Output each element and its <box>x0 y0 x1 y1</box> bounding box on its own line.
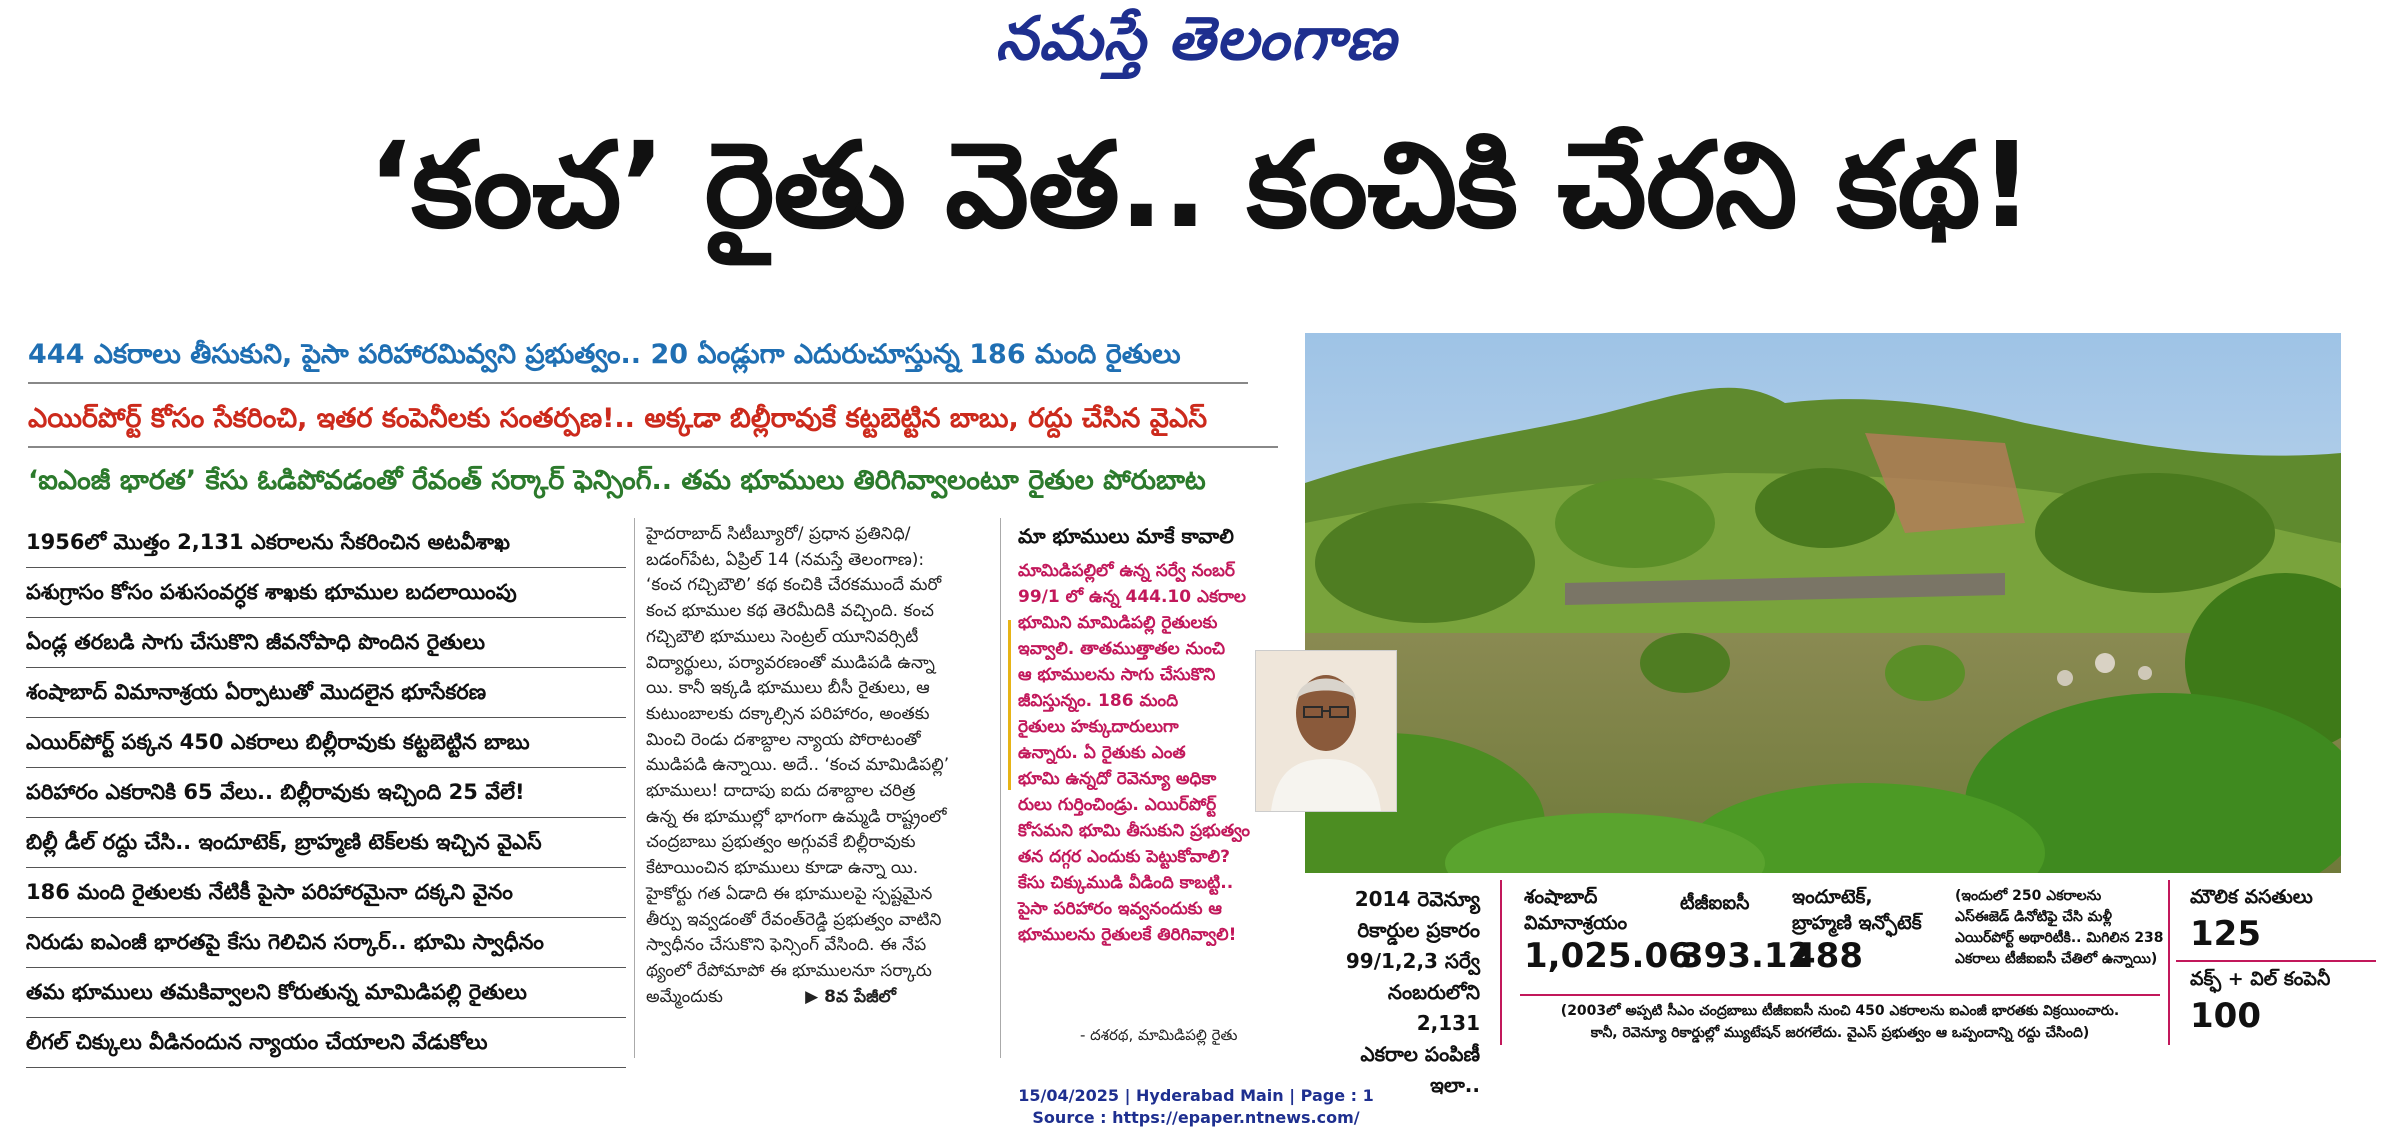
bullet-point: ఎయిర్‌పోర్ట్ పక్కన 450 ఎకరాలు బిల్లీరావుకు కట్టబెట్టిన బాబు <box>26 718 626 768</box>
body-line: థ్యంలో రేపోమాపో ఈ భూములనూ సర్కారు <box>646 960 932 981</box>
body-line: గచ్చిబౌలి భూములు సెంట్రల్ యూనివర్సిటీ <box>646 626 919 647</box>
dateline: హైదరాబాద్ సిటీబ్యూరో/ ప్రధాన ప్రతినిధి/ <box>646 524 911 544</box>
stat-tgiic <box>1680 890 1812 976</box>
article-body <box>646 522 991 1010</box>
bullet-point: పరిహారం ఎకరానికి 65 వేలు.. బిల్లీరావుకు ఇచ్చింది 25 వేలే! <box>26 768 626 818</box>
quote-line: భూమిని మామిడిపల్లి రైతులకు <box>1018 613 1218 633</box>
stats-divider <box>1500 880 1502 1045</box>
page-info: 15/04/2025 | Hyderabad Main | Page : 1 <box>1018 1086 1374 1105</box>
quote-line: 99/1 లో ఉన్న 444.10 ఎకరాల <box>1018 587 1246 607</box>
bullet-point: బిల్లీ డీల్ రద్దు చేసి.. ఇందూటెక్, బ్రాహ్మణి టెక్‌లకు ఇచ్చిన వైఎస్ <box>26 818 626 868</box>
body-line: స్వాధీనం చేసుకొని ఫెన్సింగ్ వేసింది. ఈ నేప <box>646 935 927 956</box>
note-line: (ఇందులో 250 ఎకరాలను <box>1955 888 2102 904</box>
hill-photo <box>1305 333 2341 873</box>
body-line: యి. కానీ ఇక్కడి భూములు బీసీ రైతులు, ఆ <box>646 678 930 699</box>
stat-label: టీజీఐఐసీ <box>1680 892 1750 914</box>
stat-infrastructure <box>2190 884 2370 954</box>
stat-value: 393.12 <box>1680 936 1812 976</box>
stat-indutech <box>1792 884 1952 976</box>
stats-divider <box>2168 880 2170 1045</box>
note-line: ఎస్ఈజెడ్ డినోటిఫై చేసి మళ్లీ <box>1955 909 2112 925</box>
body-line: కేటాయించిన భూములు కూడా ఉన్నా యి. <box>646 858 919 879</box>
stat-note <box>1955 886 2165 970</box>
deck-line-2: ఎయిర్‌పోర్ట్ కోసం సేకరించి, ఇతర కంపెనీలకు సంతర్పణ!.. అక్కడా బిల్లీరావుకే కట్టబెట్టిన బాబు, రద్దు చేసిన వైఎస్ <box>28 403 1208 434</box>
headline: ‘కంచ’ రైతు వెత.. కంచికి చేరని కథ! <box>367 116 2033 254</box>
bullet-point: శంషాబాద్ విమానాశ్రయ ఏర్పాటుతో మొదలైన భూసేకరణ <box>26 668 626 718</box>
quote-heading: మా భూములు మాకే కావాలి <box>1018 524 1234 548</box>
footnote-line: కానీ, రెవెన్యూ రికార్డుల్లో మ్యుటేషన్ జరగలేదు. వైఎస్ ప్రభుత్వం ఆ ఒప్పందాన్ని రద్దు చేసింది) <box>1590 1025 2090 1041</box>
bullet-point: 186 మంది రైతులకు నేటికీ పైసా పరిహారమైనా దక్కని వైనం <box>26 868 626 918</box>
body-line: చంద్రబాబు ప్రభుత్వం అగ్గువకే బిల్లీరావుకు <box>646 832 916 853</box>
masthead-logo: నమస్తే తెలంగాణ <box>995 4 1397 74</box>
continued-label: 8వ పేజీలో <box>824 986 896 1007</box>
source-link[interactable]: Source : https://epaper.ntnews.com/ <box>1032 1108 1360 1127</box>
deck-divider <box>28 382 1248 384</box>
column-divider <box>1000 518 1001 1058</box>
quote-line: మామిడిపల్లిలో ఉన్న సర్వే నంబర్ <box>1018 561 1236 581</box>
quote-line: పైసా పరిహారం ఇవ్వనందుకు ఆ <box>1018 899 1222 919</box>
bullet-point: పశుగ్రాసం కోసం పశుసంవర్ధక శాఖకు భూముల బదలాయింపు <box>26 568 626 618</box>
body-line: మించి రెండు దశాబ్దాల న్యాయ పోరాటంతో <box>646 729 921 750</box>
stats-footnote <box>1520 1000 2160 1044</box>
bullet-point: 1956లో మొత్తం 2,131 ఎకరాలను సేకరించిన అటవీశాఖ <box>26 518 626 568</box>
quote-line: ఆ భూములను సాగు చేసుకొని <box>1018 665 1216 685</box>
footnote-line: (2003లో అప్పటి సీఎం చంద్రబాబు టీజీఐఐసీ నుంచి 450 ఎకరాలను ఐఎంజీ భారతకు విక్రయించారు. <box>1560 1003 2120 1019</box>
body-line: కంచ భూముల కథ తెరమీదికి వచ్చింది. కంచ <box>646 601 934 622</box>
quote-line: కేసు చిక్కుముడి వీడింది కాబట్టి.. <box>1018 873 1234 893</box>
body-line: హైకోర్టు గత ఏడాది ఈ భూములపై స్పష్టమైన <box>646 883 933 904</box>
caption-line: 99/1,2,3 సర్వే <box>1345 949 1480 973</box>
stat-value: 488 <box>1792 936 1863 976</box>
land-distribution-caption <box>1320 884 1480 1101</box>
body-line: భూములు! దాదాపు ఐదు దశాబ్దాల చరిత్ర <box>646 781 916 802</box>
stat-waqf <box>2190 966 2380 1036</box>
stat-label: శంషాబాద్ <box>1524 886 1598 908</box>
bullet-point: తమ భూములు తమకివ్వాలని కోరుతున్న మామిడిపల్లి రైతులు <box>26 968 626 1018</box>
stat-value: 1,025.06 <box>1524 936 1692 976</box>
quote-line: కోసమని భూమి తీసుకుని ప్రభుత్వం <box>1018 821 1250 841</box>
caption-line: 2014 రెవెన్యూ <box>1354 887 1480 911</box>
stat-label: మౌలిక వసతులు <box>2190 886 2313 908</box>
quote-line: రైతులు హక్కుదారులుగా <box>1018 717 1179 737</box>
deck-divider <box>28 446 1278 448</box>
quote-line: రులు గుర్తించిండ్రు. ఎయిర్‌పోర్ట్ <box>1018 795 1217 815</box>
body-line: తీర్పు ఇవ్వడంతో రేవంత్‌రెడ్డి ప్రభుత్వం వాటిని <box>646 909 942 930</box>
body-line: కుటుంబాలకు దక్కాల్సిన పరిహారం, అంతకు <box>646 703 930 724</box>
stat-value: 125 <box>2190 914 2261 954</box>
bullet-point: నిరుడు ఐఎంజీ భారతపై కేసు గెలిచిన సర్కార్.. భూమి స్వాధీనం <box>26 918 626 968</box>
bullet-points-list <box>26 518 626 1068</box>
continued-arrow-icon: ▶ 8వ పేజీలో <box>805 986 896 1007</box>
quote-line: జీవిస్తున్నం. 186 మంది <box>1018 691 1179 711</box>
deck-line-1: 444 ఎకరాలు తీసుకుని, పైసా పరిహారమివ్వని ప్రభుత్వం.. 20 ఏండ్లుగా ఎదురుచూస్తున్న 186 మంది రైతులు <box>28 339 1181 370</box>
caption-line: రికార్డుల ప్రకారం <box>1357 918 1480 942</box>
note-line: ఎకరాలు టీజీఐఐసీ చేతిలో ఉన్నాయి) <box>1955 951 2158 967</box>
deck-line-3: ‘ఐఎంజీ భారత’ కేసు ఓడిపోవడంతో రేవంత్ సర్కార్ ఫెన్సింగ్.. తమ భూములు తిరిగివ్వాలంటూ రైతుల పోరుబాట <box>28 465 1206 496</box>
stat-label: వక్ఫ్ + విల్ కంపెనీ <box>2190 968 2331 990</box>
dateline: బడంగ్‌పేట, ఏప్రిల్ 14 (నమస్తే తెలంగాణ): <box>646 549 925 570</box>
column-divider <box>634 518 635 1058</box>
bullet-point: ఏండ్ల తరబడి సాగు చేసుకొని జీవనోపాధి పొందిన రైతులు <box>26 618 626 668</box>
quote-line: భూములను రైతులకే తిరిగివ్వాలి! <box>1018 925 1237 945</box>
body-line: అమ్మేందుకు <box>646 986 723 1007</box>
stat-label: ఇందూటెక్, <box>1792 886 1873 908</box>
stat-label: బ్రాహ్మణి ఇన్ఫోటెక్ <box>1792 912 1922 934</box>
stats-divider <box>2176 960 2376 962</box>
body-line: విద్యార్థులు, పర్యావరణంతో ముడిపడి ఉన్నా <box>646 652 935 673</box>
quote-bar <box>1008 620 1011 790</box>
quote-credit: - దశరథ, మామిడిపల్లి రైతు <box>1080 1026 1238 1044</box>
caption-line: ఎకరాల పంపిణీ ఇలా.. <box>1360 1042 1480 1097</box>
note-line: ఎయిర్‌పోర్ట్ అథారిటీకి.. మిగిలిన 238 <box>1955 930 2164 946</box>
quote-line: తన దగ్గర ఎందుకు పెట్టుకోవాలి? <box>1018 847 1230 867</box>
stat-label: విమానాశ్రయం <box>1524 912 1628 934</box>
body-line: ఉన్న ఈ భూముల్లో భాగంగా ఉమ్మడి రాష్ట్రంలో <box>646 806 947 827</box>
body-line: ‘కంచ గచ్చిబౌలి’ కథ కంచికి చేరకముందే మరో <box>646 575 942 596</box>
quote-line: ఇవ్వాలి. తాతముత్తాతల నుంచి <box>1018 639 1226 659</box>
quote-line: ఉన్నారు. ఏ రైతుకు ఎంత <box>1018 743 1186 763</box>
farmer-quote <box>1018 558 1288 948</box>
stat-value: 100 <box>2190 996 2261 1036</box>
stats-divider <box>1520 994 2160 996</box>
stat-airport <box>1524 884 1692 976</box>
bullet-point: లీగల్ చిక్కులు వీడినందున న్యాయం చేయాలని వేడుకోలు <box>26 1018 626 1068</box>
caption-line: నంబరులోని 2,131 <box>1387 980 1480 1035</box>
body-line: ముడిపడి ఉన్నాయి. అదే.. ‘కంచ మామిడిపల్లి’ <box>646 755 950 776</box>
quote-line: భూమి ఉన్నదో రెవెన్యూ అధికా <box>1018 769 1217 789</box>
